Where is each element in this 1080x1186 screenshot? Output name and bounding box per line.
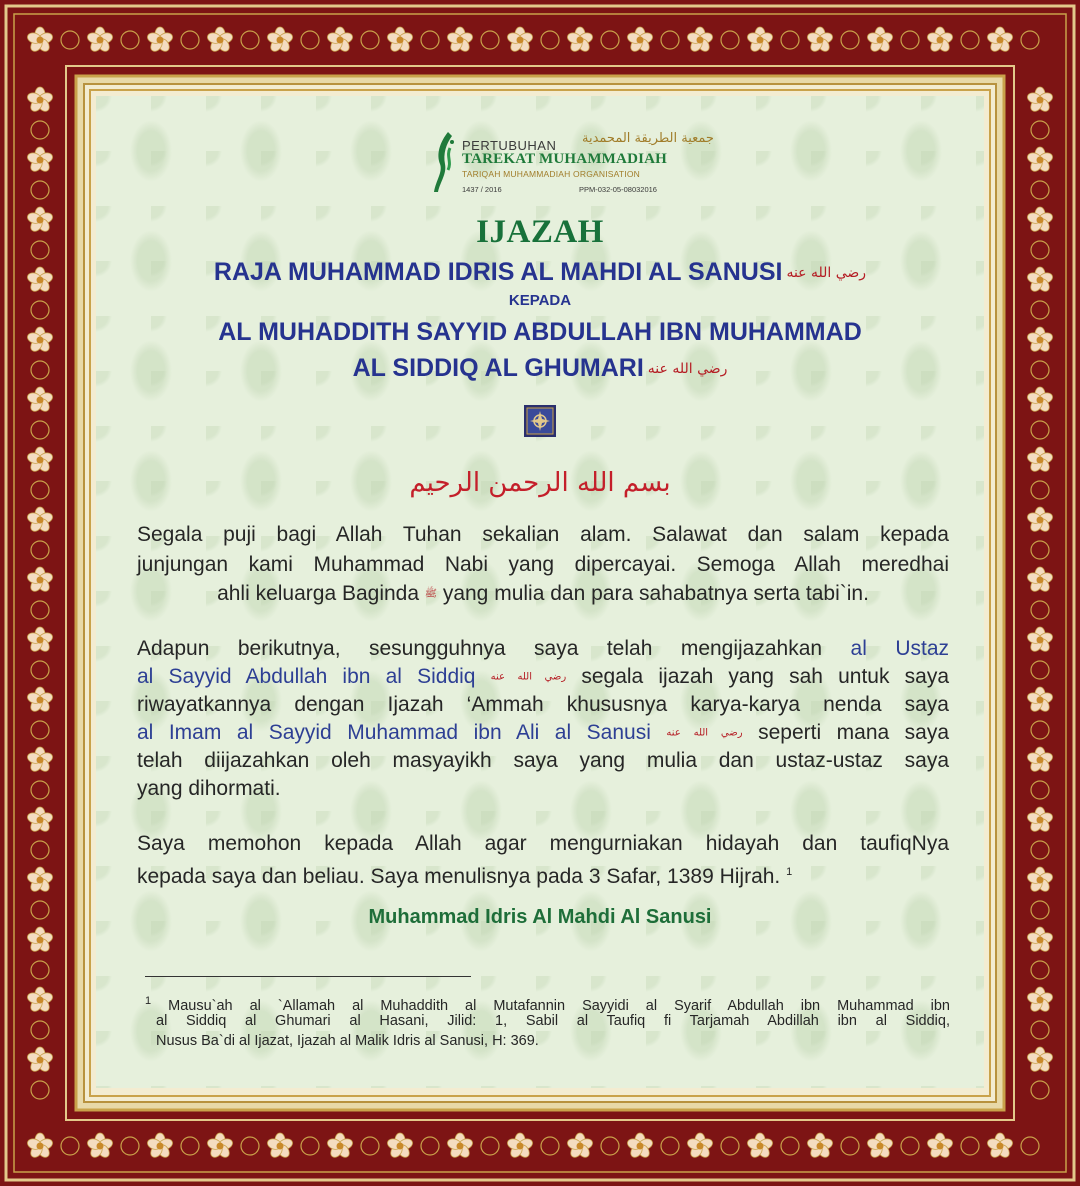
honorific: رضي الله عنه xyxy=(786,265,867,282)
from-name: RAJA MUHAMMAD IDRIS AL MAHDI AL SANUSI رضي الله عنه xyxy=(213,258,867,286)
p2-line3: riwayatkannya dengan Ijazah ‘Ammah khususnya karya-karya nenda saya xyxy=(137,693,949,716)
footnote-ref: 1 xyxy=(786,866,793,878)
footnote-line3: Nusus Ba`di al Ijazat, Ijazah al Malik Idris al Sanusi, H: 369. xyxy=(156,1033,539,1049)
p2-line6: yang dihormati. xyxy=(137,777,281,800)
p3-line1: Saya memohon kepada Allah agar mengurniakan hidayah dan taufiqNya xyxy=(137,832,949,855)
p2-line1: Adapun berikutnya, sesungguhnya saya telah mengijazahkan al Ustaz xyxy=(137,637,949,660)
p2-line5: telah diijazahkan oleh masyayikh saya yang mulia dan ustaz-ustaz saya xyxy=(137,749,949,772)
connector-kepada: KEPADA xyxy=(508,292,572,309)
logo-line3: TARIQAH MUHAMMADIAH ORGANISATION xyxy=(462,169,640,179)
logo-reg-no: PPM-032-05-08032016 xyxy=(579,185,657,194)
honorific: رضي الله عنه xyxy=(647,361,728,378)
honorific: رضي الله عنه xyxy=(666,727,743,739)
footnote-line2: al Siddiq al Ghumari al Hasani, Jilid: 1, Sabil al Taufiq fi Tarjamah Abdillah ibn al Siddiq, xyxy=(156,1013,950,1029)
p1-line1: Segala puji bagi Allah Tuhan sekalian alam. Salawat dan salam kepada xyxy=(137,523,949,546)
p2-line4: al Imam al Sayyid Muhammad ibn Ali al Sanusi رضي الله عنه seperti mana saya xyxy=(137,721,950,744)
footnote-divider xyxy=(145,976,471,977)
logo-year: 1437 / 2016 xyxy=(462,185,502,194)
to-name-line1: AL MUHADDITH SAYYID ABDULLAH IBN MUHAMMAD xyxy=(218,318,862,346)
logo-arabic: جمعية الطريقة المحمدية xyxy=(582,131,714,146)
to-name-line2: AL SIDDIQ AL GHUMARI رضي الله عنه xyxy=(352,354,728,382)
honorific: رضي الله عنه xyxy=(490,671,567,683)
calligraphy-logo-icon xyxy=(430,130,460,198)
logo-line2: TAREKAT MUHAMMADIAH xyxy=(462,151,668,167)
logo-line1: PERTUBUHAN xyxy=(462,138,557,153)
p3-line2: kepada saya dan beliau. Saya menulisnya pada 3 Safar, 1389 Hijrah. $^1$ xyxy=(137,865,793,888)
page-title: IJAZAH xyxy=(476,214,604,250)
basmala-calligraphy: بسم الله الرحمن الرحيم xyxy=(409,468,671,498)
p1-line2: junjungan kami Muhammad Nabi yang dipercayai. Semoga Allah meredhai xyxy=(137,553,949,576)
footnote-line1: $^1$ Mausu`ah al `Allamah al Muhaddith al Mutafannin Sayyidi al Syarif Abdullah ibn Muhammad ibn xyxy=(145,995,950,1014)
salawat-icon: ﷺ xyxy=(424,588,437,600)
p1-line3: ahli keluarga Baginda ﷺ yang mulia dan para sahabatnya serta tabi`in. xyxy=(217,582,869,605)
ornament-emblem-icon xyxy=(524,405,556,437)
signer-name: Muhammad Idris Al Mahdi Al Sanusi xyxy=(368,906,712,928)
p2-line2: al Sayyid Abdullah ibn al Siddiq رضي الله عنه segala ijazah yang sah untuk saya xyxy=(137,665,950,688)
